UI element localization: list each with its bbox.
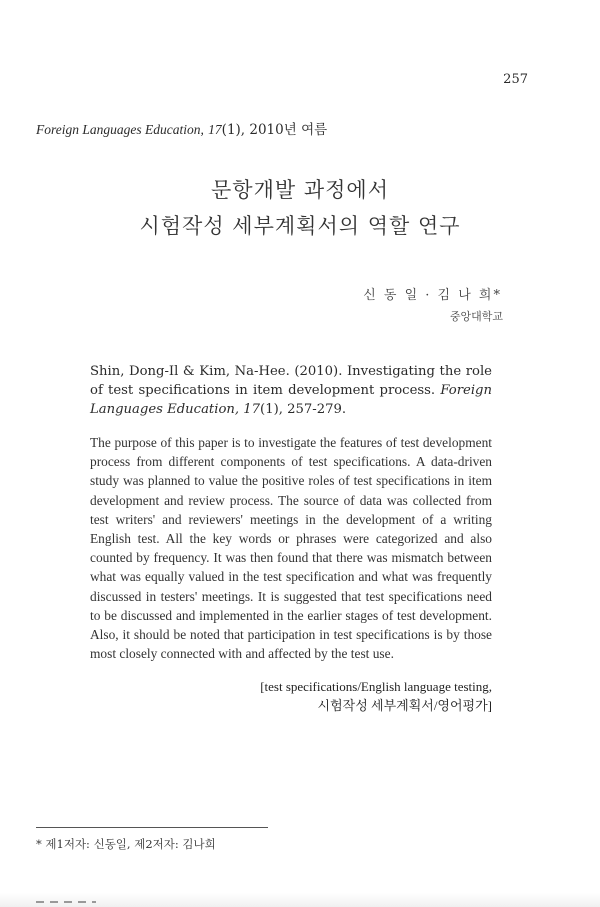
paper-title [0, 172, 600, 244]
abstract: The purpose of this paper is to investigate the features of test development process from different components of test specifications. A data-driven study was planned to value the positive roles of test specifications in item development and review process. The source of data was collected from test writers' and reviewers' meetings in the development of a writing English test. All the key words or phrases were categorized and also counted by frequency. It was then found that there was mismatch between what was equally valued in the test specification and what was frequently discussed in testers' meetings. It is suggested that test specifications need to be discussed and implemented in the earlier stages of test development. Also, it should be noted that participation in test specifications is by those most closely connected with and affected by the test use. [90, 435, 492, 662]
keywords-line-2: 시험작성 세부계획서/영어평가] [317, 698, 492, 713]
keywords-line-1: [test specifications/English language testing, [260, 679, 492, 694]
citation-journal: Foreign Languages Education, 17 [90, 383, 492, 417]
footnote: * 제1저자: 신동일, 제2저자: 김나희 [36, 837, 216, 851]
affiliation: 중앙대학교 [449, 310, 503, 323]
journal-issue-year: (1), 2010년 여름 [221, 122, 328, 138]
journal-name: Foreign Languages Education, [36, 122, 204, 137]
scan-marks [36, 901, 96, 903]
scan-edge [0, 893, 600, 907]
citation [90, 362, 492, 419]
citation-pages: (1), 257-279. [260, 402, 347, 417]
keywords [172, 677, 492, 715]
journal-header [36, 118, 327, 138]
page-number: 257 [503, 72, 528, 87]
footnote-divider [36, 827, 268, 828]
authors: 신 동 일 · 김 나 희* [363, 288, 502, 303]
journal-volume: 17 [208, 122, 222, 137]
title-line-2: 시험작성 세부계획서의 역할 연구 [139, 214, 461, 238]
citation-text: Shin, Dong-Il & Kim, Na-Hee. (2010). Investigating the role of test specifications in item development process. [90, 364, 492, 398]
title-line-1: 문항개발 과정에서 [211, 178, 389, 202]
